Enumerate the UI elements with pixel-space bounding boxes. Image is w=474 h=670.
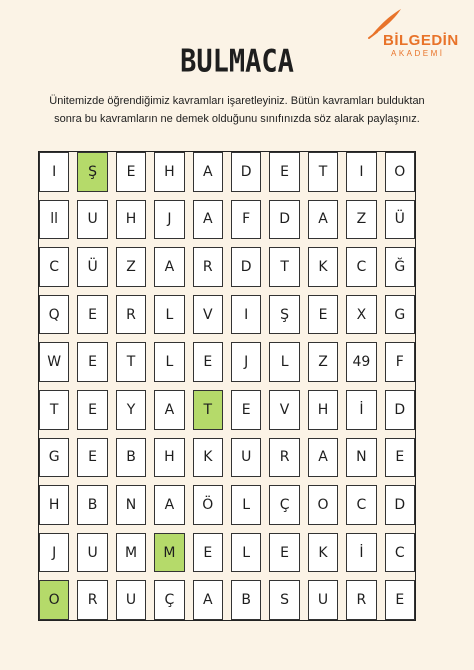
- grid-cell: T: [116, 342, 146, 382]
- grid-cell: S: [269, 580, 299, 620]
- grid-cell: R: [77, 580, 107, 620]
- grid-cell: Z: [346, 200, 376, 240]
- instructions: Ünitemizde öğrendiğimiz kavramları işaretleyiniz. Bütün kavramları bulduktan sonra bu kavramların ne demek olduğunu sınıfınızda söz alarak paylaşınız.: [49, 95, 425, 125]
- grid-cell: D: [269, 200, 299, 240]
- grid-cell: E: [385, 580, 415, 620]
- grid-cell: L: [154, 295, 184, 335]
- grid-cell: U: [116, 580, 146, 620]
- grid-cell: J: [231, 342, 261, 382]
- grid-cell: J: [39, 533, 69, 573]
- grid-cell: R: [193, 247, 223, 287]
- grid-cell: Ğ: [385, 247, 415, 287]
- grid-cell: D: [385, 485, 415, 525]
- grid-cell: Ş: [269, 295, 299, 335]
- grid-cell: U: [77, 200, 107, 240]
- grid-cell: T: [39, 390, 69, 430]
- grid-cell: B: [231, 580, 261, 620]
- grid-cell: E: [231, 390, 261, 430]
- grid-cell: Y: [116, 390, 146, 430]
- grid-cell: D: [231, 152, 261, 192]
- grid-cell: E: [193, 533, 223, 573]
- grid-cell: E: [77, 438, 107, 478]
- grid-cell: H: [39, 485, 69, 525]
- grid-cell: L: [154, 342, 184, 382]
- grid-cell: A: [154, 485, 184, 525]
- grid-cell: İ: [346, 390, 376, 430]
- grid-cell: C: [39, 247, 69, 287]
- grid-cell: U: [308, 580, 338, 620]
- grid-cell: H: [154, 152, 184, 192]
- grid-cell: G: [385, 295, 415, 335]
- grid-cell: I: [231, 295, 261, 335]
- grid-cell: T: [269, 247, 299, 287]
- grid-cell: E: [308, 295, 338, 335]
- grid-cell: Ö: [193, 485, 223, 525]
- grid-cell: T: [193, 390, 223, 430]
- grid-cell: B: [116, 438, 146, 478]
- grid-cell: K: [193, 438, 223, 478]
- grid-cell: R: [116, 295, 146, 335]
- grid-cell: E: [77, 390, 107, 430]
- grid-cell: K: [308, 533, 338, 573]
- grid-cell: H: [154, 438, 184, 478]
- grid-cell: N: [346, 438, 376, 478]
- grid-cell: ll: [39, 200, 69, 240]
- grid-cell: E: [193, 342, 223, 382]
- grid-cell: B: [77, 485, 107, 525]
- grid-cell: C: [385, 533, 415, 573]
- grid-cell: Q: [39, 295, 69, 335]
- grid-cell: W: [39, 342, 69, 382]
- grid-cell: Z: [308, 342, 338, 382]
- grid-cell: E: [269, 152, 299, 192]
- grid-cell: E: [116, 152, 146, 192]
- grid-cell: O: [385, 152, 415, 192]
- grid-cell: R: [346, 580, 376, 620]
- word-search-grid: [38, 151, 416, 621]
- grid-cell: A: [193, 152, 223, 192]
- grid-cell: K: [308, 247, 338, 287]
- logo-name: BİLGEDİN: [383, 32, 459, 49]
- grid-cell: Z: [116, 247, 146, 287]
- grid-cell: X: [346, 295, 376, 335]
- grid-cell: O: [308, 485, 338, 525]
- grid-cell: Ç: [269, 485, 299, 525]
- grid-cell: A: [154, 247, 184, 287]
- grid-cell: H: [116, 200, 146, 240]
- grid-cell: E: [269, 533, 299, 573]
- grid-cell: Ü: [77, 247, 107, 287]
- grid-cell: A: [154, 390, 184, 430]
- grid-cell: İ: [346, 533, 376, 573]
- grid-cell: C: [346, 485, 376, 525]
- grid-cell: A: [308, 438, 338, 478]
- grid-cell: 49: [346, 342, 376, 382]
- page-title: BULMACA: [180, 43, 294, 80]
- grid-cell: V: [193, 295, 223, 335]
- grid-cell: T: [308, 152, 338, 192]
- grid-cell: G: [39, 438, 69, 478]
- grid-cell: D: [385, 390, 415, 430]
- grid-cell: R: [269, 438, 299, 478]
- grid-cell: Ç: [154, 580, 184, 620]
- grid-cell: L: [231, 485, 261, 525]
- grid-cell: U: [231, 438, 261, 478]
- grid-cell: I: [346, 152, 376, 192]
- grid-cell: J: [154, 200, 184, 240]
- grid-cell: Ü: [385, 200, 415, 240]
- grid-cell: L: [269, 342, 299, 382]
- logo-subtitle: AKADEMİ: [391, 49, 445, 58]
- grid-cell: V: [269, 390, 299, 430]
- grid-cell: N: [116, 485, 146, 525]
- grid-cell: A: [193, 580, 223, 620]
- grid-cell: I: [39, 152, 69, 192]
- grid-cell: C: [346, 247, 376, 287]
- grid-cell: M: [116, 533, 146, 573]
- grid-cell: A: [193, 200, 223, 240]
- grid-cell: F: [231, 200, 261, 240]
- grid-cell: F: [385, 342, 415, 382]
- grid-cell: U: [77, 533, 107, 573]
- grid-cell: A: [308, 200, 338, 240]
- grid-cell: Ş: [77, 152, 107, 192]
- grid-cell: O: [39, 580, 69, 620]
- grid-cell: E: [385, 438, 415, 478]
- grid-cell: E: [77, 342, 107, 382]
- grid-cell: D: [231, 247, 261, 287]
- grid-cell: H: [308, 390, 338, 430]
- grid-cell: M: [154, 533, 184, 573]
- grid-cell: E: [77, 295, 107, 335]
- grid-cell: L: [231, 533, 261, 573]
